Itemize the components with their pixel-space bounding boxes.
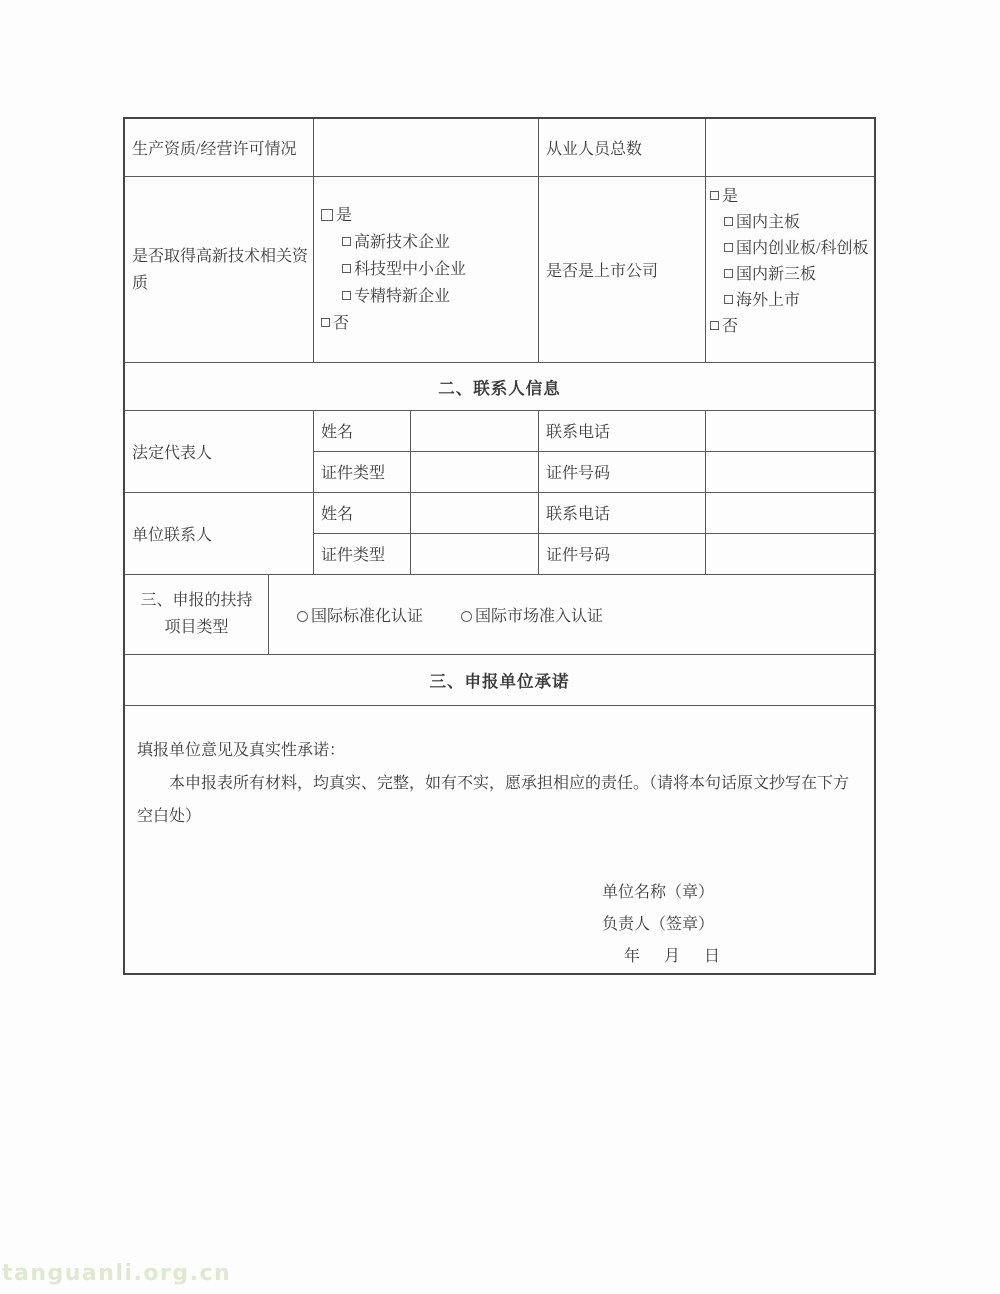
idno-value-cell[interactable] (706, 534, 874, 574)
row-project-type (125, 575, 874, 656)
hitech-no-label: 否 (333, 315, 350, 333)
listed-sub-label: 国内创业板/科创板 (736, 240, 869, 258)
project-option-label: 国际标准化认证 (311, 607, 424, 625)
checkbox-icon[interactable] (724, 217, 733, 226)
project-option-standardization[interactable] (297, 603, 423, 626)
checkbox-icon[interactable] (342, 291, 351, 300)
sign-person: 负责人（签章） (601, 916, 714, 933)
hitech-yes-label: 是 (336, 207, 353, 225)
contact-role-label: 单位联系人 (125, 493, 314, 574)
listed-sub-option[interactable] (710, 288, 874, 314)
listed-sub-label: 国内新三板 (736, 266, 817, 284)
license-value-cell[interactable] (314, 119, 539, 176)
checkbox-icon[interactable] (321, 318, 330, 327)
checkbox-icon[interactable] (342, 264, 351, 273)
contact-row (314, 534, 874, 574)
idtype-value-cell[interactable] (411, 452, 539, 492)
project-type-label-line1: 三、申报的扶持 (140, 592, 253, 610)
phone-label: 联系电话 (539, 493, 706, 533)
project-type-options (269, 575, 874, 655)
hitech-sub-option[interactable] (321, 283, 538, 310)
hitech-yes-option[interactable] (321, 202, 538, 229)
listed-checkbox-group (706, 177, 874, 362)
checkbox-icon[interactable] (710, 191, 719, 200)
checkbox-icon[interactable] (342, 237, 351, 246)
name-value-cell[interactable] (411, 411, 539, 451)
staff-total-value-cell[interactable] (706, 119, 874, 176)
idno-label: 证件号码 (539, 534, 706, 574)
license-label: 生产资质/经营许可情况 (125, 119, 314, 176)
contact-row (314, 411, 874, 452)
listed-sub-option[interactable] (710, 210, 874, 236)
sign-date: 年 月 日 (623, 948, 724, 965)
idno-value-cell[interactable] (706, 452, 874, 492)
commitment-body: 本申报表所有材料，均真实、完整，如有不实，愿承担相应的责任。（请将本句话原文抄写在下方空白处） (137, 775, 850, 825)
listed-yes-label: 是 (722, 188, 739, 206)
listed-sub-label: 国内主板 (736, 214, 801, 232)
contact-row (314, 493, 874, 534)
contact-fields (314, 493, 874, 574)
phone-value-cell[interactable] (706, 493, 874, 533)
idtype-label: 证件类型 (314, 534, 411, 574)
project-type-label-line2: 项目类型 (164, 619, 229, 637)
staff-total-label: 从业人员总数 (539, 119, 706, 176)
radio-icon[interactable] (461, 611, 472, 622)
listed-sub-option[interactable] (710, 236, 874, 262)
row-qualifications (125, 177, 874, 363)
checkbox-icon[interactable] (710, 321, 719, 330)
hitech-sub-option[interactable] (321, 229, 538, 256)
checkbox-icon[interactable] (724, 269, 733, 278)
checkbox-icon[interactable] (724, 243, 733, 252)
hitech-sub-label: 专精特新企业 (354, 288, 451, 306)
contact-fields (314, 411, 874, 492)
contact-group-legal-rep (125, 411, 874, 493)
hitech-label: 是否取得高新技术相关资质 (125, 177, 314, 362)
listed-no-option[interactable] (710, 314, 874, 340)
section-contact-title: 二、联系人信息 (438, 378, 561, 398)
contact-row (314, 452, 874, 492)
section-commitment-title: 三、申报单位承诺 (429, 672, 570, 692)
contact-group-unit-contact (125, 493, 874, 575)
signature-block (602, 877, 724, 973)
project-type-label (125, 575, 269, 655)
hitech-sub-label: 科技型中小企业 (354, 261, 467, 279)
project-option-label: 国际市场准入认证 (475, 607, 604, 625)
hitech-sub-option[interactable] (321, 256, 538, 283)
name-label: 姓名 (314, 411, 411, 451)
checkbox-icon[interactable] (724, 295, 733, 304)
checkbox-icon[interactable] (321, 209, 333, 221)
phone-value-cell[interactable] (706, 411, 874, 451)
row-license (125, 119, 874, 177)
sign-unit-name: 单位名称（章） (601, 884, 714, 901)
site-watermark: tanguanli.org.cn (2, 1261, 232, 1286)
listed-sub-option[interactable] (710, 262, 874, 288)
project-option-market-access[interactable] (461, 603, 603, 626)
phone-label: 联系电话 (539, 411, 706, 451)
hitech-no-option[interactable] (321, 310, 538, 337)
name-value-cell[interactable] (411, 493, 539, 533)
contact-role-label: 法定代表人 (125, 411, 314, 492)
hitech-sub-label: 高新技术企业 (354, 234, 451, 252)
hitech-checkbox-group (314, 177, 539, 362)
idtype-value-cell[interactable] (411, 534, 539, 574)
name-label: 姓名 (314, 493, 411, 533)
idno-label: 证件号码 (539, 452, 706, 492)
section-contact-header (125, 363, 874, 411)
radio-icon[interactable] (297, 611, 308, 622)
listed-sub-label: 海外上市 (736, 292, 801, 310)
commitment-heading: 填报单位意见及真实性承诺： (137, 742, 346, 759)
commitment-cell (125, 706, 874, 973)
listed-yes-option[interactable] (710, 184, 874, 210)
application-form-table (123, 117, 876, 975)
listed-no-label: 否 (722, 318, 739, 336)
section-commitment-header (125, 655, 874, 706)
listed-label: 是否是上市公司 (539, 177, 706, 362)
idtype-label: 证件类型 (314, 452, 411, 492)
